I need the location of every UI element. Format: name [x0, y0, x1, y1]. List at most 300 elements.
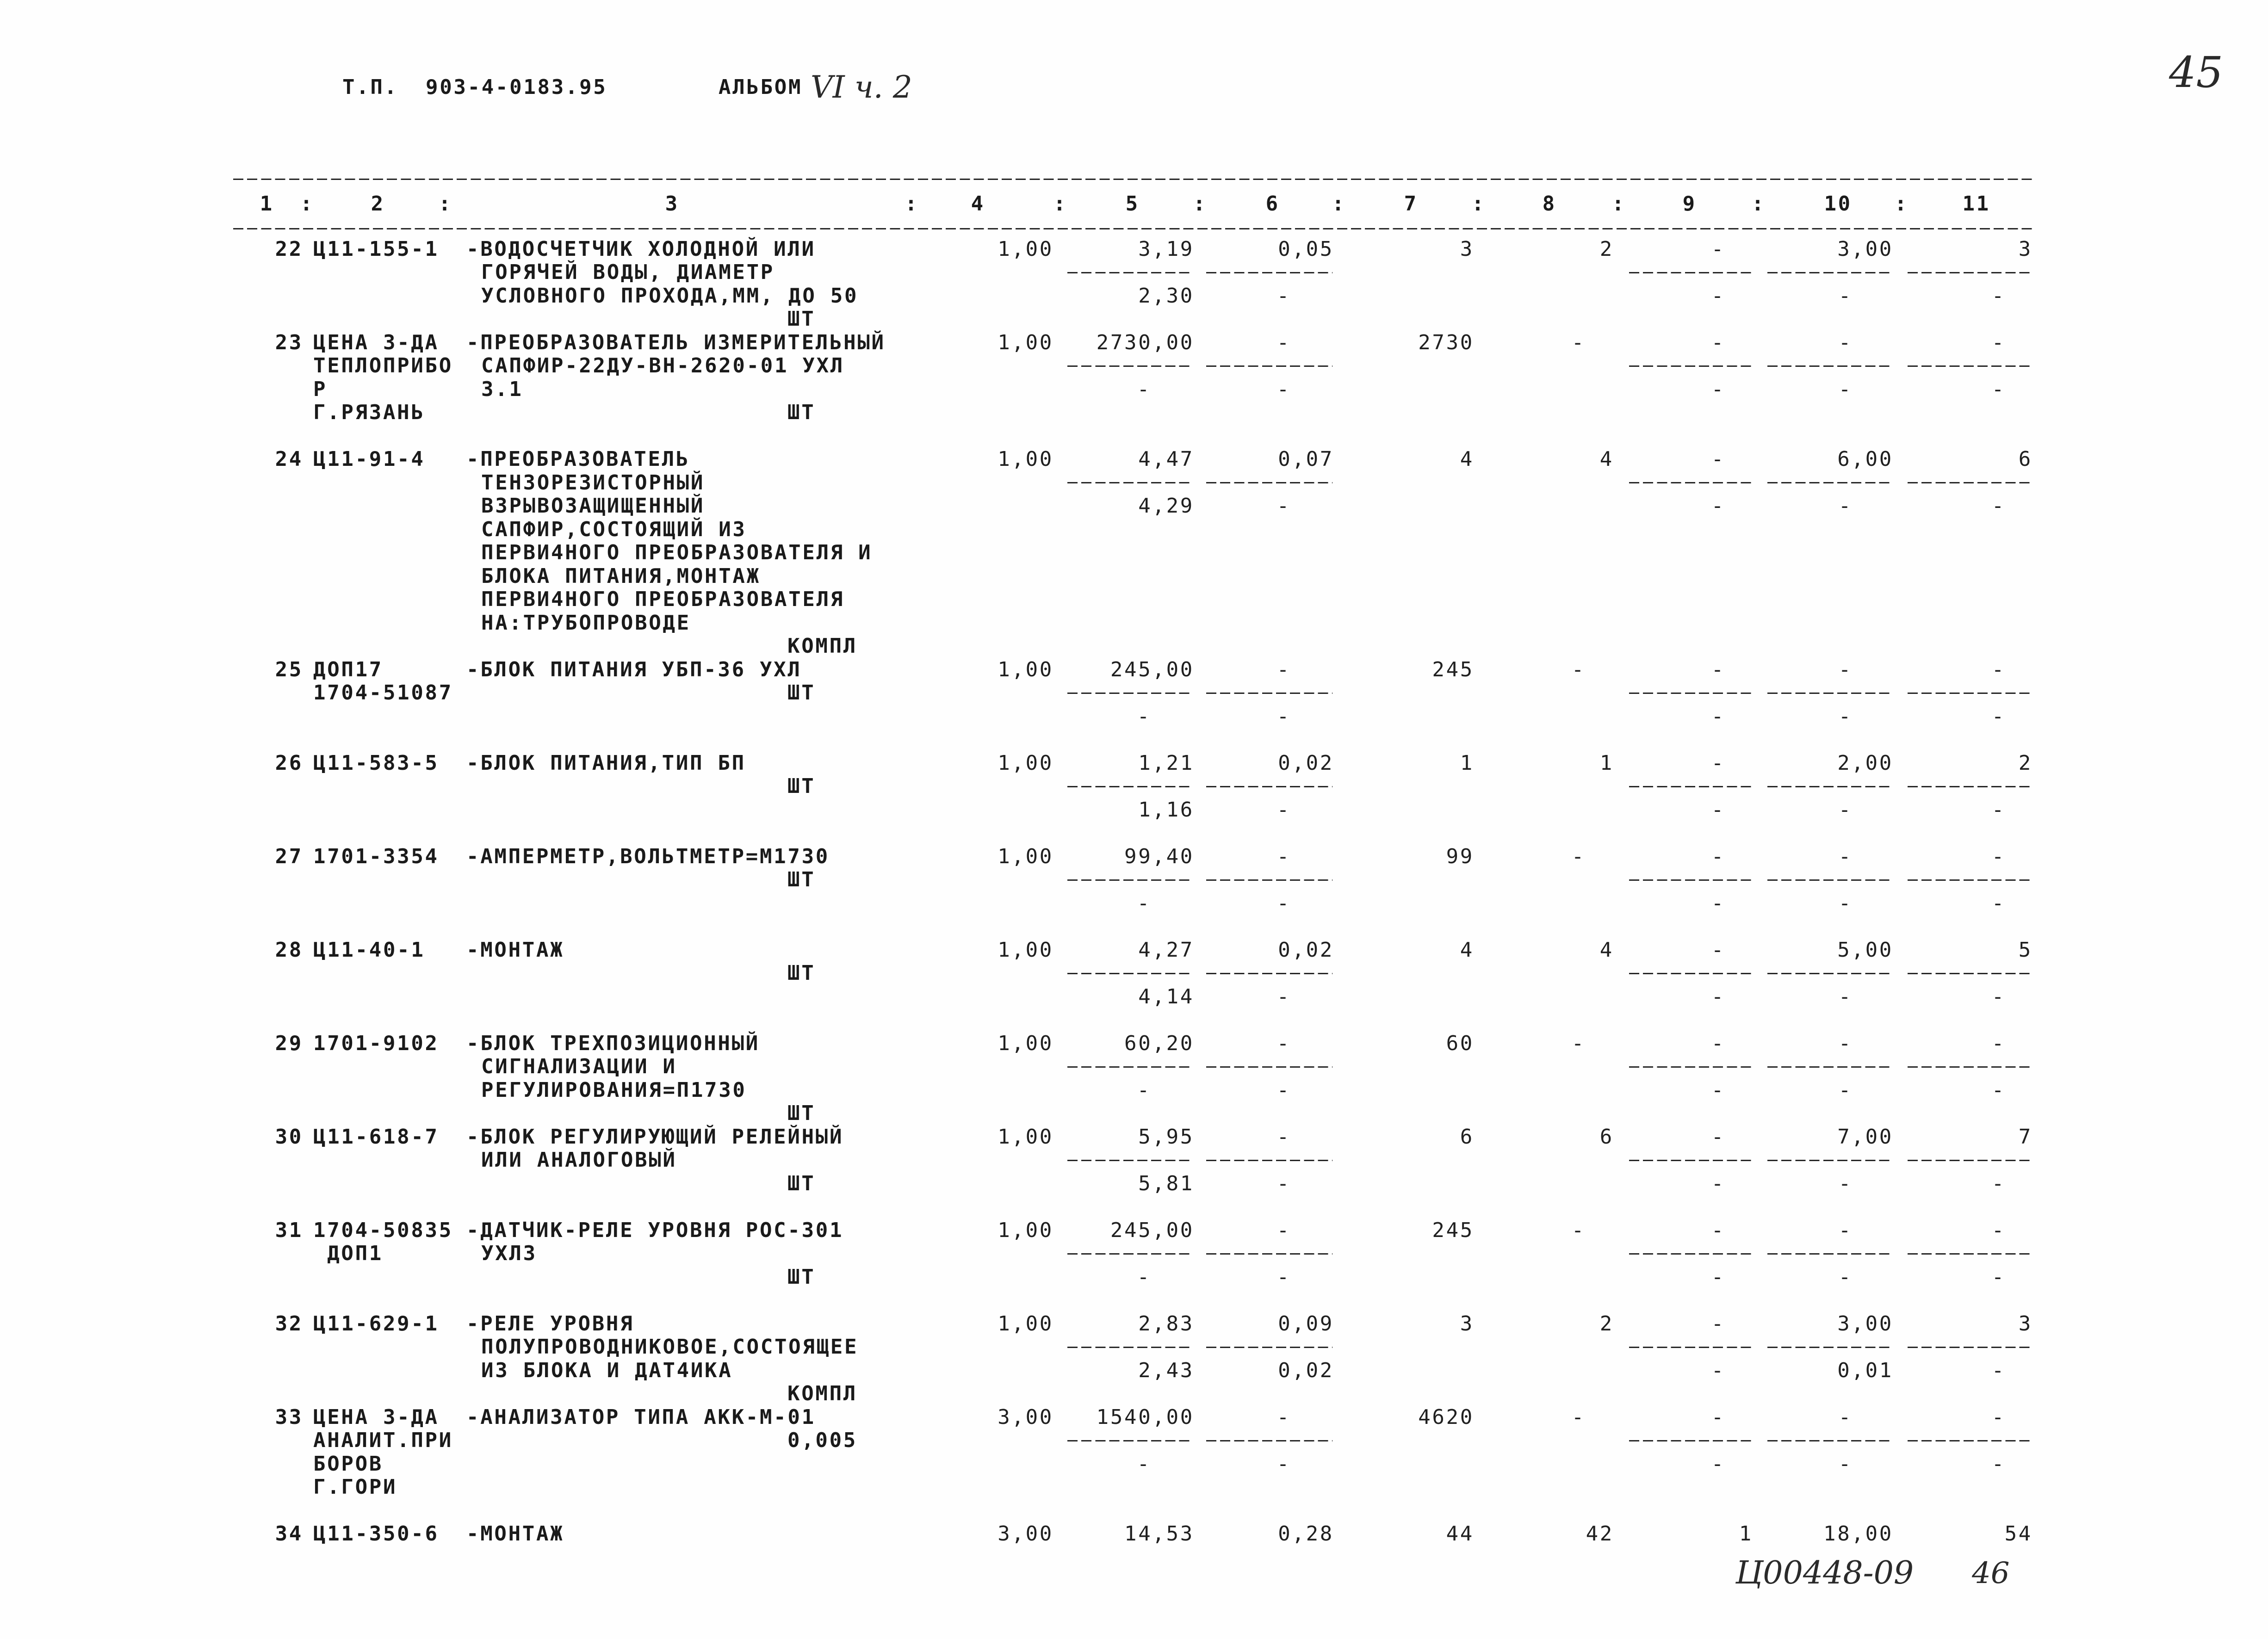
unit-label: КОМПЛ: [787, 1382, 857, 1405]
item-name-line: ВЗРЫВОЗАЩИЩЕННЫЙ: [481, 494, 705, 518]
unit-label: 0,005: [787, 1429, 857, 1452]
col-5-second-value: -: [1137, 1265, 1150, 1289]
cell-divider: [1206, 693, 1332, 694]
col-9-second-value: -: [1711, 1452, 1724, 1476]
col-11-value: 2: [2018, 751, 2033, 775]
cell-divider: [1629, 1066, 1752, 1068]
item-name-line: ПЕРВИ4НОГО ПРЕОБРАЗОВАТЕЛЯ И: [481, 541, 873, 564]
col-11-value: -: [1991, 1031, 2004, 1055]
cell-divider: [1067, 1440, 1193, 1441]
column-header-8: 8: [1542, 192, 1556, 216]
unit-label: ШТ: [787, 774, 816, 798]
col-11-second-value: -: [1991, 704, 2004, 728]
cell-divider: [1067, 1347, 1193, 1348]
cell-divider: [1908, 786, 2031, 787]
col-4-value: 1,00: [998, 657, 1053, 681]
col-7-value: 44: [1446, 1522, 1474, 1546]
col-10-value: 6,00: [1837, 447, 1893, 471]
row-number: 27: [275, 844, 303, 868]
item-code-line: ТЕПЛОПРИБО: [313, 354, 453, 377]
col-9-value: -: [1711, 844, 1724, 868]
col-7-value: 4: [1460, 938, 1474, 962]
col-10-second-value: -: [1838, 1078, 1851, 1102]
cell-divider: [1067, 879, 1193, 881]
col-8-value: -: [1571, 1405, 1584, 1429]
cell-divider: [1629, 482, 1752, 483]
col-9-value: 1: [1739, 1522, 1753, 1546]
col-7-value: 4: [1460, 447, 1474, 471]
col-6-value: -: [1277, 1125, 1289, 1149]
item-name-line: -МОНТАЖ: [466, 938, 564, 962]
col-4-value: 1,00: [998, 1125, 1053, 1149]
col-5-value: 1,21: [1138, 751, 1194, 775]
col-7-value: 1: [1460, 751, 1474, 775]
item-name-line: ПЕРВИ4НОГО ПРЕОБРАЗОВАТЕЛЯ: [481, 588, 844, 611]
footer-page-number-handwritten: 46: [1972, 1556, 2010, 1590]
col-5-value: 4,47: [1138, 447, 1194, 471]
cell-divider: [1206, 365, 1332, 367]
col-11-second-value: -: [1991, 1452, 2004, 1476]
column-header-4: 4: [971, 192, 985, 216]
col-5-value: 2,83: [1138, 1311, 1194, 1336]
cell-divider: [1629, 879, 1752, 881]
col-5-second-value: 4,14: [1138, 984, 1194, 1008]
col-10-value: -: [1838, 1218, 1851, 1242]
col-5-second-value: 4,29: [1138, 494, 1194, 518]
col-5-second-value: -: [1137, 1452, 1150, 1476]
column-separator: :: [1332, 192, 1345, 216]
col-9-second-value: -: [1711, 377, 1724, 401]
col-10-second-value: -: [1838, 377, 1851, 401]
col-5-value: 245,00: [1110, 1218, 1194, 1242]
cell-divider: [1908, 693, 2031, 694]
cell-divider: [1206, 1160, 1332, 1161]
col-11-value: -: [1991, 330, 2004, 354]
col-9-second-value: -: [1711, 1358, 1724, 1382]
cell-divider: [1908, 1347, 2031, 1348]
item-name-line: -АМПЕРМЕТР,ВОЛЬТМЕТР=М1730: [466, 844, 830, 868]
col-9-value: -: [1711, 237, 1724, 261]
col-9-value: -: [1711, 1125, 1724, 1149]
item-code-line: БОРОВ: [313, 1452, 383, 1476]
col-6-value: -: [1277, 1218, 1289, 1242]
col-4-value: 1,00: [998, 330, 1053, 354]
item-code-line: 1701-3354: [313, 844, 439, 868]
col-5-value: 5,95: [1138, 1125, 1194, 1149]
cell-divider: [1908, 1160, 2031, 1161]
col-10-second-value: -: [1838, 798, 1851, 822]
col-11-value: 6: [2018, 447, 2033, 471]
col-8-value: -: [1571, 1218, 1584, 1242]
column-separator: :: [1894, 192, 1907, 216]
col-7-value: 99: [1446, 844, 1474, 868]
item-name-line: СИГНАЛИЗАЦИИ И: [481, 1055, 677, 1078]
column-header-2: 2: [371, 192, 385, 216]
col-4-value: 1,00: [998, 447, 1053, 471]
col-6-second-value: -: [1277, 1171, 1289, 1195]
cell-divider: [1908, 879, 2031, 881]
col-6-second-value: 0,02: [1278, 1358, 1334, 1382]
unit-label: ШТ: [787, 1265, 816, 1289]
item-name-line: -БЛОК ПИТАНИЯ УБП-36 УХЛ: [466, 657, 802, 681]
col-11-second-value: -: [1991, 1265, 2004, 1289]
row-number: 32: [275, 1311, 303, 1336]
col-10-second-value: -: [1838, 1452, 1851, 1476]
album-part-handwritten: VI ч. 2: [811, 69, 912, 105]
cell-divider: [1067, 786, 1193, 787]
cell-divider: [1067, 693, 1193, 694]
unit-label: КОМПЛ: [787, 634, 857, 658]
col-5-second-value: 1,16: [1138, 798, 1194, 822]
col-10-value: 5,00: [1837, 938, 1893, 962]
cell-divider: [1767, 365, 1892, 367]
col-6-value: -: [1277, 1405, 1289, 1429]
col-10-value: 7,00: [1837, 1125, 1893, 1149]
row-number: 25: [275, 657, 303, 681]
col-10-second-value: -: [1838, 984, 1851, 1008]
column-header-7: 7: [1404, 192, 1418, 216]
col-10-value: 2,00: [1837, 751, 1893, 775]
cell-divider: [1767, 1347, 1892, 1348]
col-6-value: 0,07: [1278, 447, 1334, 471]
project-number: 903-4-0183.95: [426, 75, 607, 99]
col-11-value: 3: [2018, 1311, 2033, 1336]
column-header-3: 3: [665, 192, 679, 216]
col-5-second-value: 2,43: [1138, 1358, 1194, 1382]
col-8-value: -: [1571, 1031, 1584, 1055]
col-10-second-value: -: [1838, 494, 1851, 518]
col-6-second-value: -: [1277, 1452, 1289, 1476]
cell-divider: [1206, 1253, 1332, 1255]
cell-divider: [1067, 1160, 1193, 1161]
row-number: 28: [275, 938, 303, 962]
col-6-second-value: -: [1277, 494, 1289, 518]
col-10-second-value: -: [1838, 284, 1851, 308]
col-5-value: 2730,00: [1096, 330, 1194, 354]
col-6-value: -: [1277, 844, 1289, 868]
cell-divider: [1767, 973, 1892, 974]
col-4-value: 1,00: [998, 1311, 1053, 1336]
cell-divider: [1908, 1253, 2031, 1255]
col-11-second-value: -: [1991, 494, 2004, 518]
col-8-value: 6: [1599, 1125, 1614, 1149]
column-separator: :: [1471, 192, 1484, 216]
column-header-6: 6: [1265, 192, 1280, 216]
cell-divider: [1629, 365, 1752, 367]
item-name-line: САПФИР-22ДУ-ВН-2620-01 УХЛ: [481, 354, 844, 377]
col-10-value: 3,00: [1837, 1311, 1893, 1336]
col-8-value: 2: [1599, 237, 1614, 261]
col-7-value: 4620: [1418, 1405, 1474, 1429]
col-10-value: -: [1838, 844, 1851, 868]
cell-divider: [1767, 1066, 1892, 1068]
cell-divider: [1908, 482, 2031, 483]
col-5-second-value: -: [1137, 1078, 1150, 1102]
col-11-second-value: -: [1991, 1078, 2004, 1102]
cell-divider: [1206, 1347, 1332, 1348]
cell-divider: [1629, 1160, 1752, 1161]
album-label: АЛЬБОМ: [719, 75, 803, 99]
col-10-value: -: [1838, 1405, 1851, 1429]
column-header-11: 11: [1962, 192, 1990, 216]
col-5-second-value: 5,81: [1138, 1171, 1194, 1195]
col-9-second-value: -: [1711, 704, 1724, 728]
row-number: 22: [275, 237, 303, 261]
column-separator: :: [1611, 192, 1624, 216]
page-number-handwritten: 45: [2169, 48, 2224, 97]
col-4-value: 1,00: [998, 1218, 1053, 1242]
col-5-second-value: -: [1137, 891, 1150, 915]
item-code-line: Ц11-629-1: [313, 1311, 439, 1336]
col-11-second-value: -: [1991, 798, 2004, 822]
col-9-value: -: [1711, 1218, 1724, 1242]
item-name-line: ИЗ БЛОКА И ДАТ4ИКА: [481, 1358, 733, 1382]
item-name-line: САПФИР,СОСТОЯЩИЙ ИЗ: [481, 517, 747, 541]
col-9-value: -: [1711, 1311, 1724, 1336]
cell-divider: [1908, 365, 2031, 367]
cell-divider: [1629, 1440, 1752, 1441]
col-5-second-value: 2,30: [1138, 284, 1194, 308]
col-8-value: 4: [1599, 447, 1614, 471]
cell-divider: [1767, 879, 1892, 881]
table-top-rule: [233, 179, 2034, 180]
col-7-value: 3: [1460, 237, 1474, 261]
cell-divider: [1206, 1440, 1332, 1441]
col-11-value: -: [1991, 657, 2004, 681]
unit-label: ШТ: [787, 868, 816, 891]
col-10-value: 3,00: [1837, 237, 1893, 261]
col-6-second-value: -: [1277, 377, 1289, 401]
col-7-value: 2730: [1418, 330, 1474, 354]
column-header-10: 10: [1824, 192, 1852, 216]
cell-divider: [1067, 482, 1193, 483]
col-9-value: -: [1711, 751, 1724, 775]
col-9-second-value: -: [1711, 1078, 1724, 1102]
item-code-line: Ц11-350-6: [313, 1522, 439, 1546]
column-separator: :: [1193, 192, 1206, 216]
unit-label: ШТ: [787, 1171, 816, 1195]
item-code-line: ДОП17: [313, 657, 383, 681]
col-9-value: -: [1711, 1405, 1724, 1429]
cell-divider: [1206, 482, 1332, 483]
col-8-value: -: [1571, 844, 1584, 868]
item-name-line: ИЛИ АНАЛОГОВЫЙ: [481, 1148, 677, 1172]
col-6-second-value: -: [1277, 891, 1289, 915]
cell-divider: [1908, 1066, 2031, 1068]
col-10-value: -: [1838, 330, 1851, 354]
col-9-second-value: -: [1711, 1265, 1724, 1289]
unit-label: ШТ: [787, 401, 816, 424]
col-7-value: 245: [1432, 1218, 1474, 1242]
row-number: 34: [275, 1522, 303, 1546]
cell-divider: [1767, 1440, 1892, 1441]
cell-divider: [1629, 1253, 1752, 1255]
cell-divider: [1067, 365, 1193, 367]
item-code-line: Г.ГОРИ: [313, 1475, 397, 1499]
col-6-second-value: -: [1277, 984, 1289, 1008]
row-number: 24: [275, 447, 303, 471]
column-separator: :: [438, 192, 451, 216]
col-6-value: -: [1277, 1031, 1289, 1055]
col-5-value: 4,27: [1138, 938, 1194, 962]
cell-divider: [1206, 1066, 1332, 1068]
col-8-value: 42: [1586, 1522, 1614, 1546]
cell-divider: [1767, 693, 1892, 694]
cell-divider: [1767, 786, 1892, 787]
column-separator: :: [905, 192, 917, 216]
unit-label: ШТ: [787, 961, 816, 985]
col-11-second-value: -: [1991, 891, 2004, 915]
col-9-second-value: -: [1711, 284, 1724, 308]
cell-divider: [1206, 272, 1332, 273]
item-code-line: Ц11-155-1: [313, 237, 439, 261]
item-name-line: -БЛОК РЕГУЛИРУЮЩИЙ РЕЛЕЙНЫЙ: [466, 1125, 844, 1149]
col-9-second-value: -: [1711, 494, 1724, 518]
col-10-second-value: -: [1838, 704, 1851, 728]
item-code-line: ЦЕНА З-ДА: [313, 330, 439, 354]
col-4-value: 3,00: [998, 1522, 1053, 1546]
series-label: Т.П.: [342, 75, 398, 99]
item-code-line: Ц11-91-4: [313, 447, 425, 471]
col-11-second-value: -: [1991, 284, 2004, 308]
cell-divider: [1629, 693, 1752, 694]
item-code-line: ДОП1: [313, 1242, 383, 1265]
column-header-1: 1: [260, 192, 274, 216]
unit-label: ШТ: [787, 681, 816, 705]
col-4-value: 1,00: [998, 751, 1053, 775]
col-6-value: 0,09: [1278, 1311, 1334, 1336]
col-6-second-value: -: [1277, 1265, 1289, 1289]
item-code-line: Ц11-40-1: [313, 938, 425, 962]
item-name-line: РЕГУЛИРОВАНИЯ=П1730: [481, 1078, 747, 1102]
col-4-value: 1,00: [998, 1031, 1053, 1055]
item-name-line: -АНАЛИЗАТОР ТИПА АКК-М-01: [466, 1405, 816, 1429]
col-11-value: -: [1991, 1218, 2004, 1242]
unit-label: ШТ: [787, 307, 816, 331]
col-6-value: 0,02: [1278, 938, 1334, 962]
col-6-second-value: -: [1277, 1078, 1289, 1102]
col-6-second-value: -: [1277, 284, 1289, 308]
col-8-value: -: [1571, 330, 1584, 354]
cell-divider: [1629, 786, 1752, 787]
col-8-value: 1: [1599, 751, 1614, 775]
col-5-value: 99,40: [1124, 844, 1194, 868]
col-4-value: 1,00: [998, 938, 1053, 962]
cell-divider: [1908, 272, 2031, 273]
item-name-line: -БЛОК ПИТАНИЯ,ТИП БП: [466, 751, 746, 775]
cell-divider: [1767, 272, 1892, 273]
col-9-value: -: [1711, 1031, 1724, 1055]
col-11-second-value: -: [1991, 377, 2004, 401]
item-name-line: -ВОДОСЧЕТЧИК ХОЛОДНОЙ ИЛИ: [466, 237, 816, 261]
item-code-line: ЦЕНА З-ДА: [313, 1405, 439, 1429]
col-10-value: -: [1838, 657, 1851, 681]
item-code-line: 1704-51087: [313, 681, 453, 705]
col-11-value: 54: [2004, 1522, 2033, 1546]
table-header-rule: [233, 228, 2034, 229]
unit-label: ШТ: [787, 1101, 816, 1125]
item-name-line: УХЛ3: [481, 1242, 537, 1265]
item-code-line: АНАЛИТ.ПРИ: [313, 1429, 453, 1452]
row-number: 31: [275, 1218, 303, 1242]
cell-divider: [1908, 1440, 2031, 1441]
col-11-value: 7: [2018, 1125, 2033, 1149]
col-6-second-value: -: [1277, 704, 1289, 728]
col-6-value: -: [1277, 330, 1289, 354]
col-6-value: 0,05: [1278, 237, 1334, 261]
col-9-second-value: -: [1711, 798, 1724, 822]
item-name-line: ГОРЯЧЕЙ ВОДЫ, ДИАМЕТР: [481, 260, 775, 284]
cell-divider: [1629, 1347, 1752, 1348]
col-5-value: 1540,00: [1096, 1405, 1194, 1429]
col-11-second-value: -: [1991, 984, 2004, 1008]
column-separator: :: [300, 192, 313, 216]
col-11-value: -: [1991, 1405, 2004, 1429]
col-7-value: 3: [1460, 1311, 1474, 1336]
cell-divider: [1067, 973, 1193, 974]
item-name-line: УСЛОВНОГО ПРОХОДА,ММ, ДО 50: [481, 284, 859, 308]
item-code-line: 1701-9102: [313, 1031, 439, 1055]
item-name-line: БЛОКА ПИТАНИЯ,МОНТАЖ: [481, 564, 761, 588]
item-name-line: НА:ТРУБОПРОВОДЕ: [481, 611, 691, 635]
column-separator: :: [1751, 192, 1764, 216]
item-name-line: -РЕЛЕ УРОВНЯ: [466, 1311, 634, 1336]
col-10-second-value: -: [1838, 1265, 1851, 1289]
col-10-value: -: [1838, 1031, 1851, 1055]
item-code-line: Ц11-618-7: [313, 1125, 439, 1149]
col-6-value: -: [1277, 657, 1289, 681]
col-4-value: 1,00: [998, 844, 1053, 868]
cell-divider: [1206, 786, 1332, 787]
col-5-value: 3,19: [1138, 237, 1194, 261]
cell-divider: [1767, 1160, 1892, 1161]
col-7-value: 245: [1432, 657, 1474, 681]
col-9-value: -: [1711, 330, 1724, 354]
col-9-second-value: -: [1711, 891, 1724, 915]
col-10-second-value: -: [1838, 891, 1851, 915]
col-6-value: 0,28: [1278, 1522, 1334, 1546]
item-name-line: ПОЛУПРОВОДНИКОВОЕ,СОСТОЯЩЕЕ: [481, 1335, 859, 1359]
row-number: 33: [275, 1405, 303, 1429]
item-name-line: -ПРЕОБРАЗОВАТЕЛЬ: [466, 447, 690, 471]
sheet-code-handwritten: Ц00448-09: [1735, 1555, 1914, 1591]
item-name-line: 3.1: [481, 377, 523, 401]
row-number: 29: [275, 1031, 303, 1055]
item-name-line: -МОНТАЖ: [466, 1522, 564, 1546]
col-11-value: 3: [2018, 237, 2033, 261]
col-11-value: 5: [2018, 938, 2033, 962]
col-6-value: 0,02: [1278, 751, 1334, 775]
item-code-line: 1704-50835: [313, 1218, 453, 1242]
col-5-second-value: -: [1137, 377, 1150, 401]
col-5-value: 245,00: [1110, 657, 1194, 681]
col-9-second-value: -: [1711, 984, 1724, 1008]
col-6-second-value: -: [1277, 798, 1289, 822]
item-code-line: Ц11-583-5: [313, 751, 439, 775]
col-9-value: -: [1711, 657, 1724, 681]
column-separator: :: [1053, 192, 1066, 216]
col-11-value: -: [1991, 844, 2004, 868]
row-number: 30: [275, 1125, 303, 1149]
cell-divider: [1067, 1066, 1193, 1068]
cell-divider: [1629, 272, 1752, 273]
col-8-value: -: [1571, 657, 1584, 681]
item-code-line: Г.РЯЗАНЬ: [313, 401, 425, 424]
cell-divider: [1767, 482, 1892, 483]
item-name-line: -ДАТЧИК-РЕЛЕ УРОВНЯ РОС-301: [466, 1218, 844, 1242]
col-7-value: 60: [1446, 1031, 1474, 1055]
row-number: 23: [275, 330, 303, 354]
